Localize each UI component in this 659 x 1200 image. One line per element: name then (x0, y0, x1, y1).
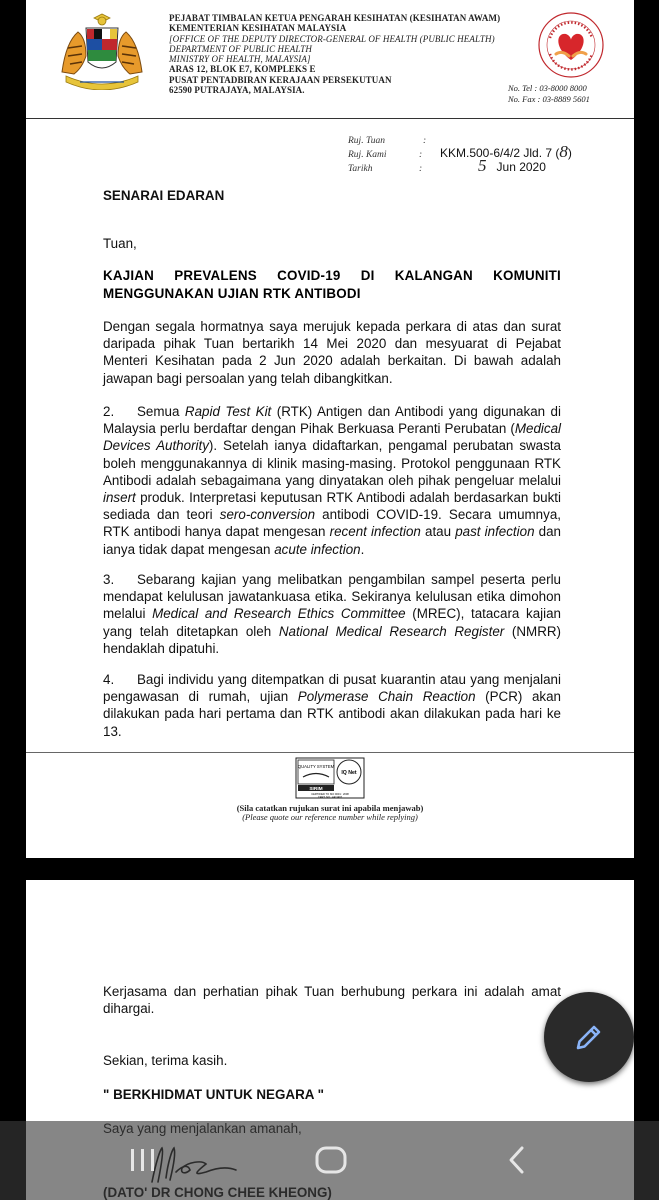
handwritten-number: 8 (559, 142, 568, 161)
heading-word: DI (360, 268, 375, 283)
reference-labels (348, 134, 427, 176)
letterhead-line: 62590 PUTRAJAYA, MALAYSIA. (169, 85, 305, 96)
letterhead-line: PUSAT PENTADBIRAN KERAJAAN PERSEKUTUAN (169, 74, 392, 85)
letterhead-line: MINISTRY OF HEALTH, MALAYSIA] (169, 54, 311, 65)
heading-word: KOMUNITI (493, 268, 561, 283)
letterhead-line: ARAS 12, BLOK E7, KOMPLEKS E (169, 64, 316, 75)
circulation-title: SENARAI EDARAN (103, 188, 225, 203)
text: (RTK) Antigen dan Antibodi yang digunakan di Malaysia perlu berdaftar dengan Pihak Berkuasa Peranti Perubatan ( (103, 404, 561, 437)
reply-note-malay: (Sila catatkan rujukan surat ini apabila menjawab) (236, 803, 424, 813)
italic-term: acute infection (274, 541, 361, 557)
heading-word: COVID-19 (277, 268, 341, 283)
salutation: Tuan, (103, 236, 137, 251)
header-divider (26, 118, 634, 119)
text: (MREC), tatacara kajian yang telah ditetapkan oleh (103, 606, 561, 639)
letter-heading (103, 267, 561, 302)
ruj-tuan-label: Ruj. Tuan (348, 136, 385, 146)
paragraph-4 (103, 671, 561, 740)
reply-note-english: (Please quote our reference number while replying) (242, 812, 418, 822)
motto: " BERKHIDMAT UNTUK NEGARA " (103, 1087, 324, 1102)
telephone-number: No. Tel : 03-8000 8000 (508, 83, 587, 93)
sirim-certification-logo (295, 757, 365, 799)
paragraph-number: 2. (103, 404, 115, 419)
contact-block (508, 83, 590, 104)
letterhead-line: [OFFICE OF THE DEPUTY DIRECTOR-GENERAL OF HEALTH (PUBLIC HEALTH) (169, 33, 495, 44)
text: dan ianya tidak dapat mengesan (103, 524, 562, 557)
cert-top-text: QUALITY SYSTEM (297, 764, 335, 769)
paragraph-number: 4. (103, 672, 115, 687)
date-value: Jun 2020 (496, 160, 546, 174)
cert-sirim-text: SIRIM (309, 787, 323, 792)
paragraph-number: 3. (103, 572, 115, 587)
reference-close: ) (567, 146, 572, 160)
footer-divider (26, 752, 634, 753)
italic-term: sero-conversion (219, 507, 316, 523)
recent-apps-icon[interactable] (128, 1147, 158, 1173)
text: atau (420, 524, 456, 540)
kkm-heart-logo (536, 10, 606, 80)
text: . (360, 541, 365, 557)
text: Semua (137, 404, 185, 419)
fax-number: No. Fax : 03-8889 5601 (508, 93, 590, 104)
heading-word: PREVALENS (174, 268, 257, 283)
cert-small-text: CERT. NO : AR 3467 (317, 796, 343, 799)
letterhead-line: KEMENTERIAN KESIHATAN MALAYSIA (169, 23, 347, 34)
heading-word: KAJIAN (103, 268, 155, 283)
paragraph-2 (103, 403, 561, 558)
colon: : (419, 164, 423, 174)
letterhead-line: PEJABAT TIMBALAN KETUA PENGARAH KESIHATAN (KESIHATAN AWAM) (169, 13, 501, 23)
italic-term: Medical Devices Authority (103, 421, 561, 454)
heading-word: KALANGAN (394, 268, 473, 283)
letter-date (478, 156, 546, 176)
edit-fab-button[interactable] (544, 992, 634, 1082)
text: Sebarang kajian yang melibatkan pengambilan sampel peserta perlu mendapat kelulusan jawatankuasa etika. Sekiranya kelulusan etika dimohon melalui (103, 572, 561, 622)
colon: : (423, 136, 427, 146)
reference-value: KKM.500-6/4/2 Jld. 7 ( (440, 146, 560, 160)
italic-term: Polymerase Chain Reaction (297, 689, 476, 705)
cert-small-text: CERTIFIED TO ISO 9001 : 2008 (311, 793, 349, 796)
letterhead-block (169, 13, 500, 95)
tarikh-label: Tarikh (348, 164, 373, 174)
italic-term: past infection (455, 524, 535, 540)
italic-term: National Medical Research Register (278, 623, 505, 639)
text: ). Setelah ianya didaftarkan, pengamal perubatan swasta boleh menggunakannya di klinik masing-masing. Protokol penggunaan RTK Antibodi adalah sebagaimana yang dinyatakan oleh pihak pengeluar melalui (103, 438, 561, 488)
cert-iqnet-text: IQ Net (341, 770, 357, 776)
paragraph-1: Dengan segala hormatnya saya merujuk kepada perkara di atas dan surat daripada pihak Tuan bertarikh 14 Mei 2020 dan mesyuarat di Pejabat Menteri Kesihatan pada 2 Jun 2020 adalah berkaitan. Di bawah adalah jawapan bagi persoalan yang telah dibangkitkan. (103, 319, 561, 386)
back-icon[interactable] (505, 1145, 529, 1175)
text: (PCR) akan dilakukan pada hari pertama dan RTK antibodi akan dilakukan pada hari ke 13. (103, 689, 561, 739)
colon: : (419, 150, 423, 160)
italic-term: insert (103, 490, 136, 506)
paragraph-3 (103, 571, 561, 657)
pencil-icon (573, 1021, 605, 1053)
text: Bagi individu yang ditempatkan di pusat kuarantin atau yang menjalani pengawasan di rumah, ujian (103, 672, 561, 705)
ruj-kami-label: Ruj. Kami (348, 150, 387, 160)
text: produk. Interpretasi keputusan RTK Antibodi adalah berdasarkan bukti sediada dan teori (103, 490, 561, 523)
letterhead-line: DEPARTMENT OF PUBLIC HEALTH (169, 43, 312, 54)
handwritten-day: 5 (478, 156, 487, 175)
italic-term: recent infection (329, 524, 421, 540)
system-navigation-bar (0, 1121, 659, 1200)
italic-term: Rapid Test Kit (184, 404, 272, 419)
closing-paragraph: Kerjasama dan perhatian pihak Tuan berhubung perkara ini adalah amat dihargai. (103, 984, 561, 1017)
document-page-1 (26, 0, 634, 858)
coat-of-arms-logo (56, 12, 148, 90)
text: (NMRR) hendaklah dipatuhi. (103, 623, 561, 656)
home-icon[interactable] (314, 1145, 348, 1175)
italic-term: Medical and Research Ethics Committee (152, 606, 406, 622)
text: antibodi COVID-19. Secara umumnya, RTK antibodi hanya dapat mengesan (103, 507, 561, 540)
thanks-line: Sekian, terima kasih. (103, 1053, 228, 1068)
heading-line-2: MENGGUNAKAN UJIAN RTK ANTIBODI (103, 285, 361, 301)
